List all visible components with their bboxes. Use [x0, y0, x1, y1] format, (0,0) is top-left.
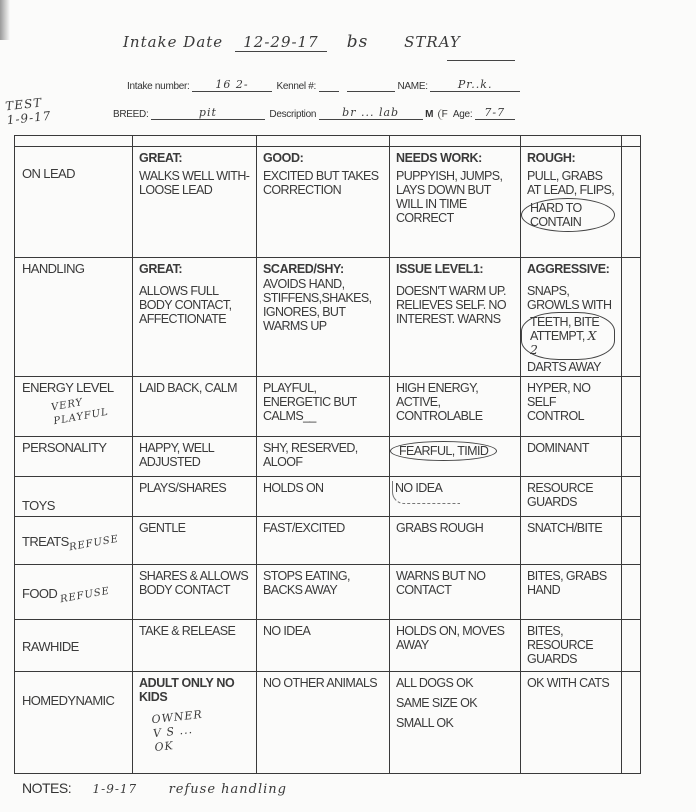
cell-option-4[interactable]: SNATCH/BITE [521, 517, 622, 565]
cell-option-2[interactable]: PLAYFUL, ENERGETIC BUT CALMS__ [257, 377, 390, 437]
cell-option-1[interactable]: TAKE & RELEASE [133, 620, 257, 672]
cell-option-2[interactable]: FAST/EXCITED [257, 517, 390, 565]
sex-f-option[interactable]: F [438, 109, 448, 120]
kennel-field-extra [347, 91, 395, 92]
circled-selection: FEARFUL, TIMID [390, 441, 497, 461]
cell-option-1[interactable]: HAPPY, WELL ADJUSTED [133, 437, 257, 477]
sex-m-option[interactable]: M [425, 109, 434, 120]
row-label: TOYS [15, 477, 133, 517]
handwritten-annotation: REFUSE [59, 585, 112, 606]
table-row-toys [15, 477, 641, 517]
notes-section [22, 780, 287, 797]
behavior-evaluation-table [14, 135, 641, 774]
cell-option-3[interactable]: WARNS BUT NO CONTACT [390, 565, 521, 620]
intake-source: bs [346, 32, 369, 52]
cell-great[interactable]: GREAT: ALLOWS FULL BODY CONTACT, AFFECTIONATE [133, 258, 257, 377]
table-row-personality [15, 437, 641, 477]
row-label: HOMEDYNAMIC [15, 672, 133, 774]
intake-number-label: Intake number: [127, 81, 190, 92]
side-note [5, 95, 52, 128]
handwritten-annotation: VERY PLAYFUL [50, 397, 110, 428]
cell-option-4[interactable]: DOMINANT [521, 437, 622, 477]
notes-date: 1-9-17 [92, 782, 138, 796]
intake-date-label: Intake Date [123, 33, 224, 51]
row-label: HANDLING [15, 258, 133, 377]
table-row-treats [15, 517, 641, 565]
cell-option-1[interactable]: PLAYS/SHARES [133, 477, 257, 517]
description-field[interactable]: br ... lab [319, 106, 423, 120]
table-row-food [15, 565, 641, 620]
cell-issue-level-1[interactable]: ISSUE LEVEL1: DOESN'T WARM UP. RELIEVES SELF. NO INTEREST. WARNS [390, 258, 521, 377]
table-row-energy-level [15, 377, 641, 437]
name-label: NAME: [397, 81, 428, 92]
table-row-homedynamic [15, 672, 641, 774]
breed-label: BREED: [113, 109, 149, 120]
cell-option-3[interactable]: HIGH ENERGY, ACTIVE, CONTROLABLE [390, 377, 521, 437]
age-label: Age: [452, 109, 473, 120]
cell-option-1[interactable]: LAID BACK, CALM [133, 377, 257, 437]
circled-selection: HARD TO CONTAIN [521, 198, 615, 232]
scan-edge-shadow [0, 0, 10, 40]
cell-option-2[interactable]: HOLDS ON [257, 477, 390, 517]
intake-date-field[interactable]: 12-29-17 [235, 33, 327, 52]
table-row-on-lead [15, 147, 641, 258]
intake-number-row [127, 78, 520, 92]
intake-type-underline [447, 60, 515, 61]
row-label: ENERGY LEVEL VERY PLAYFUL [15, 377, 133, 437]
handwritten-annotation: OWNER V S ... OK [150, 707, 204, 755]
table-row-handling [15, 258, 641, 377]
side-note-line1: TEST [4, 95, 43, 114]
cell-option-3[interactable]: GRABS ROUGH [390, 517, 521, 565]
handwritten-annotation: REFUSE [68, 533, 120, 554]
cell-rough[interactable]: ROUGH: PULL, GRABS AT LEAD, FLIPS, HARD TO CONTAIN [521, 147, 622, 258]
row-label: PERSONALITY [15, 437, 133, 477]
cell-good[interactable]: GOOD: EXCITED BUT TAKES CORRECTION [257, 147, 390, 258]
cell-option-1[interactable]: GENTLE [133, 517, 257, 565]
kennel-field[interactable] [319, 91, 339, 92]
notes-label: NOTES: [22, 780, 72, 796]
circled-selection: TEETH, BITE ATTEMPT, X 2 [521, 312, 615, 360]
table-row-rawhide [15, 620, 641, 672]
cell-needs-work[interactable]: NEEDS WORK: PUPPYISH, JUMPS, LAYS DOWN BUT WILL IN TIME CORRECT [390, 147, 521, 258]
cell-option-4[interactable]: BITES, GRABS HAND [521, 565, 622, 620]
cell-option-3[interactable] [390, 477, 521, 517]
cell-option-3[interactable]: HOLDS ON, MOVES AWAY [390, 620, 521, 672]
notes-text: refuse handling [168, 782, 287, 797]
name-field[interactable]: Pr..k. [430, 78, 520, 92]
cell-option-2[interactable]: NO OTHER ANIMALS [257, 672, 390, 774]
row-label: ON LEAD [15, 147, 133, 258]
cell-option-3[interactable]: ALL DOGS OK SAME SIZE OK SMALL OK [390, 672, 521, 774]
cell-option-4[interactable]: HYPER, NO SELF CONTROL [521, 377, 622, 437]
breed-row [113, 106, 515, 120]
cell-option-3[interactable] [390, 437, 521, 477]
cell-scared-shy[interactable]: SCARED/SHY: AVOIDS HAND, STIFFENS,SHAKES, IGNORES, BUT WARMS UP [257, 258, 390, 377]
row-label: FOOD REFUSE [15, 565, 133, 620]
cell-option-4[interactable]: OK WITH CATS [521, 672, 622, 774]
row-label: RAWHIDE [15, 620, 133, 672]
cell-option-4[interactable]: BITES, RESOURCE GUARDS [521, 620, 622, 672]
cell-option-1[interactable]: ADULT ONLY NO KIDS OWNER V S ... OK [133, 672, 257, 774]
cell-option-2[interactable]: STOPS EATING, BACKS AWAY [257, 565, 390, 620]
table-header-strip [15, 136, 641, 147]
cell-great[interactable]: GREAT: WALKS WELL WITH- LOOSE LEAD [133, 147, 257, 258]
intake-date-row [123, 32, 461, 52]
cell-option-4[interactable]: RESOURCE GUARDS [521, 477, 622, 517]
breed-field[interactable]: pit [151, 106, 265, 120]
side-note-line2: 1-9-17 [6, 108, 52, 128]
cell-option-1[interactable]: SHARES & ALLOWS BODY CONTACT [133, 565, 257, 620]
cell-option-2[interactable]: SHY, RESERVED, ALOOF [257, 437, 390, 477]
kennel-label: Kennel #: [276, 81, 317, 92]
intake-type: STRAY [404, 33, 461, 51]
cell-aggressive[interactable]: AGGRESSIVE: SNAPS, GROWLS WITH TEETH, BITE ATTEMPT, X 2 DARTS AWAY [521, 258, 622, 377]
row-label: TREATSREFUSE [15, 517, 133, 565]
circled-selection: NO IDEA [392, 481, 460, 504]
cell-option-2[interactable]: NO IDEA [257, 620, 390, 672]
age-field[interactable]: 7-7 [475, 106, 515, 120]
description-label: Description [269, 109, 317, 120]
intake-number-field[interactable]: 16 2- [192, 78, 272, 92]
